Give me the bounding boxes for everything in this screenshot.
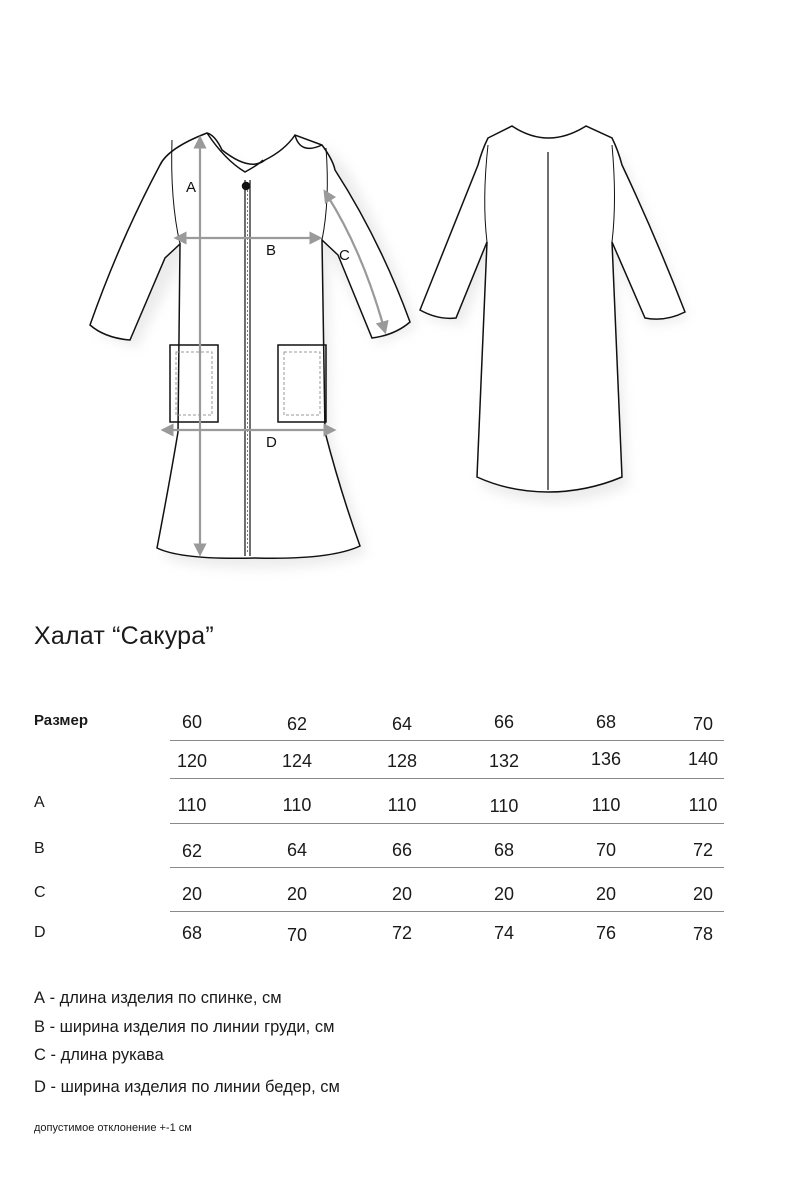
label-d: D (266, 434, 277, 451)
size-cell: 68 (595, 712, 617, 732)
alt-size-cell: 132 (488, 751, 520, 771)
value-cell: 110 (177, 795, 207, 815)
table-divider (170, 911, 724, 912)
value-cell: 110 (489, 796, 519, 816)
label-a: A (186, 179, 197, 196)
alt-size-cell: 128 (386, 751, 418, 771)
size-cell: 66 (493, 712, 515, 732)
alt-size-cell: 124 (281, 751, 313, 771)
legend-item: В - ширина изделия по линии груди, см (34, 1018, 335, 1036)
table-divider (170, 740, 724, 741)
legend-item: D - ширина изделия по линии бедер, см (34, 1078, 340, 1096)
value-cell: 20 (692, 884, 714, 904)
size-cell: 62 (286, 714, 308, 734)
value-cell: 68 (493, 840, 515, 860)
page-title: Халат “Сакура” (34, 622, 214, 650)
value-cell: 110 (387, 795, 417, 815)
label-c: C (339, 247, 350, 264)
value-cell: 20 (181, 884, 203, 904)
row-label: A (34, 794, 45, 811)
front-view (90, 133, 410, 558)
value-cell: 70 (286, 925, 308, 945)
legend-item: С - длина рукава (34, 1046, 164, 1064)
table-divider (170, 823, 724, 824)
value-cell: 20 (286, 884, 308, 904)
row-label: D (34, 924, 46, 941)
value-cell: 76 (595, 923, 617, 943)
value-cell: 72 (692, 840, 714, 860)
value-cell: 20 (391, 884, 413, 904)
table-divider (170, 778, 724, 779)
label-b: B (266, 242, 277, 259)
table-divider (170, 867, 724, 868)
value-cell: 110 (591, 795, 621, 815)
alt-size-cell: 120 (176, 751, 208, 771)
value-cell: 68 (181, 923, 203, 943)
value-cell: 62 (181, 841, 203, 861)
value-cell: 72 (391, 923, 413, 943)
alt-size-cell: 140 (687, 749, 719, 769)
back-view (420, 126, 685, 492)
value-cell: 70 (595, 840, 617, 860)
value-cell: 20 (493, 884, 515, 904)
row-label: C (34, 884, 46, 901)
value-cell: 66 (391, 840, 413, 860)
size-cell: 70 (692, 714, 714, 734)
tolerance-note: допустимое отклонение +-1 см (34, 1122, 192, 1134)
value-cell: 110 (688, 795, 718, 815)
value-cell: 78 (692, 924, 714, 944)
row-label: B (34, 840, 45, 857)
legend-item: А - длина изделия по спинке, см (34, 989, 282, 1007)
value-cell: 20 (595, 884, 617, 904)
size-cell: 64 (391, 714, 413, 734)
table-header-label: Размер (34, 712, 89, 729)
value-cell: 110 (282, 795, 312, 815)
value-cell: 64 (286, 840, 308, 860)
size-cell: 60 (181, 712, 203, 732)
alt-size-cell: 136 (590, 749, 622, 769)
value-cell: 74 (493, 923, 515, 943)
